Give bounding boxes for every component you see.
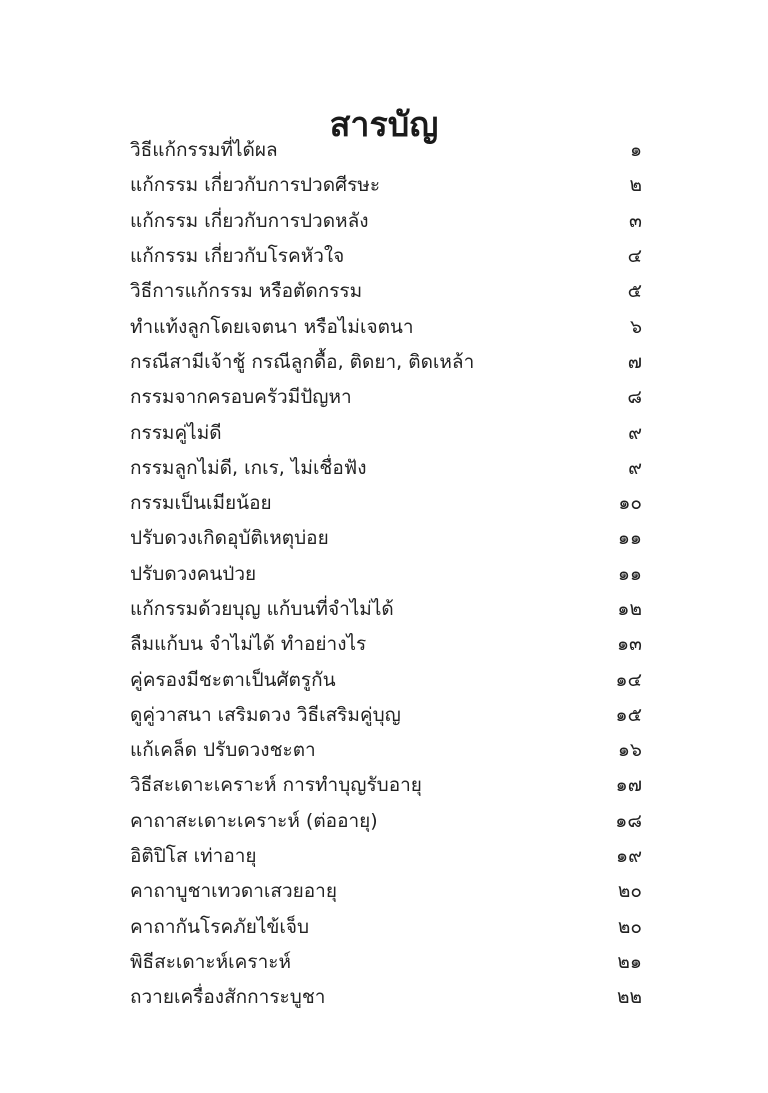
toc-entry — [130, 662, 642, 697]
toc-entry-page-number: ๑๕ — [615, 703, 642, 726]
toc-entry-page-number: ๑๘ — [615, 809, 642, 832]
toc-entry-title: กรรมเป็นเมียน้อย — [130, 492, 272, 515]
toc-entry-page-number: ๑๔ — [615, 668, 642, 691]
toc-entry — [130, 274, 642, 309]
toc-entry-page-number: ๑๑ — [617, 527, 642, 550]
toc-entry-page-number: ๖ — [629, 315, 642, 338]
toc-entry-page-number: ๑๗ — [615, 774, 642, 797]
toc-entry-page-number: ๘ — [627, 386, 642, 409]
toc-entry-page-number: ๗ — [627, 350, 642, 373]
toc-entry-title: ทำแท้งลูกโดยเจตนา หรือไม่เจตนา — [130, 315, 414, 338]
toc-entry — [130, 874, 642, 909]
toc-entry — [130, 486, 642, 521]
toc-entry-title: ปรับดวงเกิดอุบัติเหตุบ่อย — [130, 527, 329, 550]
toc-entry — [130, 627, 642, 662]
toc-entry-page-number: ๑๑ — [617, 562, 642, 585]
toc-entry-page-number: ๙ — [628, 421, 642, 444]
toc-entry — [130, 733, 642, 768]
toc-entry — [130, 839, 642, 874]
toc-entry — [130, 239, 642, 274]
toc-entry-title: แก้กรรม เกี่ยวกับโรคหัวใจ — [130, 245, 345, 268]
toc-entry-page-number: ๒ — [629, 174, 642, 197]
toc-entry — [130, 768, 642, 803]
toc-entry-title: กรรมจากครอบครัวมีปัญหา — [130, 386, 352, 409]
toc-entry — [130, 980, 642, 1015]
toc-entry-title: แก้กรรม เกี่ยวกับการปวดหลัง — [130, 209, 369, 232]
toc-entry — [130, 557, 642, 592]
toc-entry-page-number: ๑๓ — [616, 633, 642, 656]
toc-entry-title: วิธีแก้กรรมที่ได้ผล — [130, 139, 278, 162]
toc-entry-page-number: ๑๒ — [617, 598, 642, 620]
toc-entry-page-number: ๔ — [627, 245, 642, 268]
toc-entry-page-number: ๑๙ — [616, 845, 642, 868]
toc-entry-page-number: ๑๖ — [617, 739, 642, 762]
toc-entry-title: กรรมคู่ไม่ดี — [130, 421, 222, 444]
toc-entry — [130, 698, 642, 733]
toc-entry-title: กรณีสามีเจ้าชู้ กรณีลูกดื้อ, ติดยา, ติดเหล้า — [130, 350, 475, 373]
toc-entry-page-number: ๑ — [629, 139, 642, 162]
toc-entry-title: อิติปิโส เท่าอายุ — [130, 845, 257, 868]
toc-entry-title: คาถากันโรคภัยไข้เจ็บ — [130, 915, 310, 938]
toc-entry-title: คู่ครองมีชะตาเป็นศัตรูกัน — [130, 668, 336, 691]
page-title: สารบัญ — [329, 104, 439, 145]
toc-entry — [130, 910, 642, 945]
toc-entry-title: วิธีสะเดาะเคราะห์ การทำบุญรับอายุ — [130, 774, 422, 797]
toc-entry-title: คาถาบูชาเทวดาเสวยอายุ — [130, 880, 337, 903]
toc-entry-page-number: ๙ — [628, 456, 642, 479]
toc-entry-title: ถวายเครื่องสักการะบูชา — [130, 986, 326, 1009]
toc-entry-title: วิธีการแก้กรรม หรือตัดกรรม — [130, 280, 363, 303]
toc-entry-page-number: ๒๑ — [617, 950, 642, 973]
toc-entry — [130, 451, 642, 486]
toc-entry — [130, 945, 642, 980]
toc-entry — [130, 345, 642, 380]
toc-entry-title: แก้กรรม เกี่ยวกับการปวดศีรษะ — [130, 174, 381, 197]
toc-entry-page-number: ๕ — [627, 280, 642, 303]
toc-entry-title: ปรับดวงคนป่วย — [130, 562, 257, 585]
toc-entry-page-number: ๓ — [629, 209, 642, 232]
toc-entry — [130, 168, 642, 203]
toc-entry-page-number: ๑๐ — [618, 492, 642, 515]
toc-entry-title: ดูคู่วาสนา เสริมดวง วิธีเสริมคู่บุญ — [130, 703, 401, 726]
toc-entry-title: แก้เคล็ด ปรับดวงชะตา — [130, 739, 316, 762]
toc-entry-page-number: ๒๐ — [617, 880, 642, 903]
toc-entry-page-number: ๒๐ — [617, 915, 642, 938]
toc-entry-page-number: ๒๒ — [616, 986, 642, 1009]
toc-entry — [130, 380, 642, 415]
toc-entry — [130, 804, 642, 839]
toc-entry — [130, 415, 642, 450]
toc-entry — [130, 521, 642, 556]
toc-entry — [130, 133, 642, 168]
toc-entry-title: ลืมแก้บน จำไม่ได้ ทำอย่างไร — [130, 633, 367, 656]
table-of-contents — [130, 133, 642, 1015]
toc-entry-title: แก้กรรมด้วยบุญ แก้บนที่จำไม่ได้ — [130, 598, 394, 620]
toc-entry-title: คาถาสะเดาะเคราะห์ (ต่ออายุ) — [130, 809, 378, 832]
toc-entry-title: พิธีสะเดาะห์เคราะห์ — [130, 950, 291, 973]
toc-entry — [130, 592, 642, 627]
toc-entry — [130, 309, 642, 344]
toc-entry-title: กรรมลูกไม่ดี, เกเร, ไม่เชื่อฟัง — [130, 456, 367, 479]
toc-entry — [130, 204, 642, 239]
